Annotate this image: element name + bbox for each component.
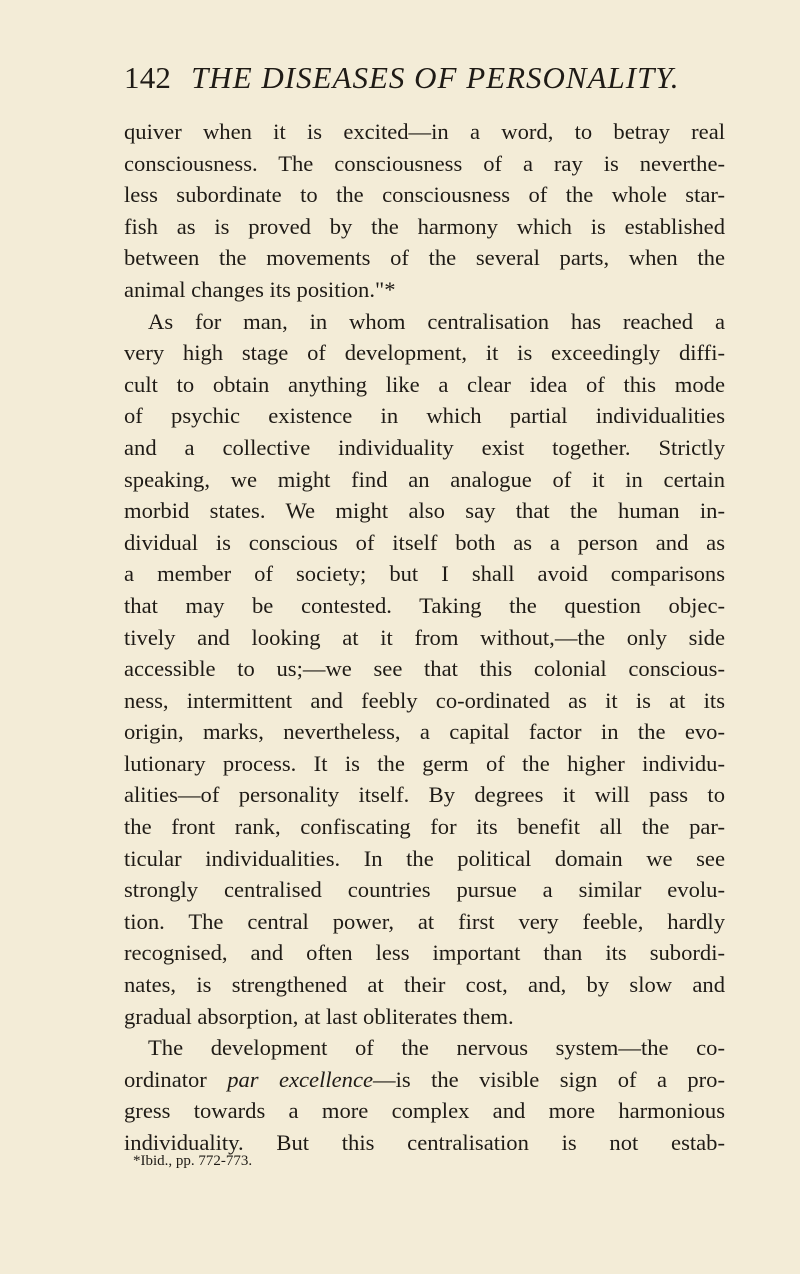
text-line: speaking, we might find an analogue of it in certain: [124, 466, 725, 492]
text-line: animal changes its position."*: [124, 276, 396, 302]
text-line: dividual is conscious of itself both as a person and as: [124, 529, 725, 555]
text-line: quiver when it is excited—in a word, to betray real: [124, 119, 725, 144]
text-line: individuality. But this centralisation is not estab-: [124, 1130, 725, 1155]
body-text: [124, 116, 725, 1159]
italic-phrase: par excellence: [227, 1066, 374, 1092]
page-header: [124, 60, 684, 110]
text-line: origin, marks, nevertheless, a capital factor in the evo-: [124, 719, 725, 745]
text-line: very high stage of development, it is exceedingly diffi-: [124, 340, 725, 366]
text-line: between the movements of the several parts, when the: [124, 245, 725, 271]
text-segment: ordinator: [124, 1066, 228, 1092]
text-segment: —is the visible sign of a pro-: [373, 1066, 725, 1092]
footnote: *Ibid., pp. 772-773.: [133, 1153, 253, 1169]
text-line: tion. The central power, at first very feeble, hardly: [124, 908, 725, 934]
text-line: consciousness. The consciousness of a ray is neverthe-: [124, 150, 725, 176]
text-line: gress towards a more complex and more harmonious: [124, 1098, 725, 1124]
text-line: alities—of personality itself. By degrees it will pass to: [124, 782, 725, 808]
text-line: fish as is proved by the harmony which is established: [124, 213, 725, 239]
text-line: cult to obtain anything like a clear idea of this mode: [124, 371, 725, 397]
text-line: and a collective individuality exist together. Strictly: [124, 434, 725, 460]
text-line: ticular individualities. In the political domain we see: [124, 845, 725, 871]
text-line-with-italic: [124, 1064, 725, 1096]
text-line: gradual absorption, at last obliterates them.: [124, 1003, 514, 1029]
text-line: lutionary process. It is the germ of the higher individu-: [124, 750, 725, 776]
text-line: accessible to us;—we see that this colonial conscious-: [124, 656, 725, 682]
text-line: ness, intermittent and feebly co-ordinated as it is at its: [124, 687, 725, 713]
text-line: nates, is strengthened at their cost, and, by slow and: [124, 972, 725, 998]
text-line: a member of society; but I shall avoid comparisons: [124, 561, 725, 587]
text-line: strongly centralised countries pursue a similar evolu-: [124, 877, 725, 903]
paragraph-start-line: As for man, in whom centralisation has reached a: [148, 308, 725, 334]
text-line: the front rank, confiscating for its benefit all the par-: [124, 814, 725, 840]
running-title: THE DISEASES OF PERSONALITY.: [191, 60, 680, 95]
text-line: of psychic existence in which partial individualities: [124, 403, 725, 429]
text-line: that may be contested. Taking the question objec-: [124, 592, 725, 618]
text-line: less subordinate to the consciousness of the whole star-: [124, 182, 725, 208]
paragraph-start-line: The development of the nervous system—the co-: [148, 1035, 725, 1061]
page-number: 142: [124, 60, 172, 95]
text-line: morbid states. We might also say that the human in-: [124, 498, 725, 524]
text-line: recognised, and often less important than its subordi-: [124, 940, 725, 966]
text-line: tively and looking at it from without,—the only side: [124, 624, 725, 650]
